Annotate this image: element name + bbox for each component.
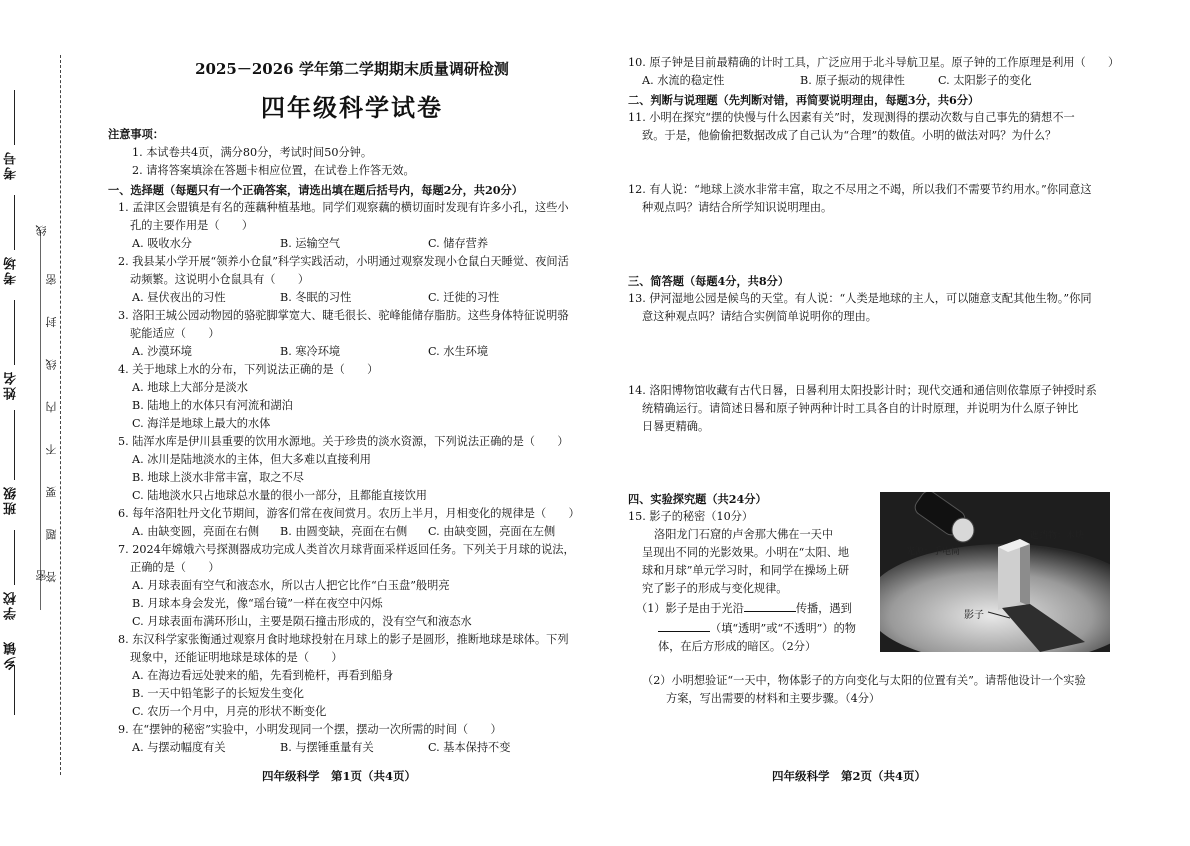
question-text: 9. 在“摆钟的秘密”实验中，小明发现同一个摆，摆动一次所需的时间（ ） [118,723,502,736]
option-b: B. 冬眠的习性 [280,291,352,304]
question-text: 14. 洛阳博物馆收藏有古代日晷，日晷利用太阳投影计时；现代交通和通信则依靠原子钟授时系 [628,384,1097,397]
question-text: 7. 2024年嫦娥六号探测器成功完成人类首次月球背面采样返回任务。下列关于月球的说法， [118,543,575,556]
name-fill-line [14,300,15,365]
option-c: C. 太阳影子的变化 [938,74,1032,87]
question-text: 孔的主要作用是（ ） [130,219,254,232]
question-15-title: 15. 影子的秘密（10分） [628,510,754,523]
figure-label-block: 遮挡物：木块 [1030,531,1085,541]
question-text: 意这种观点吗？请结合实例简单说明你的理由。 [642,310,877,323]
question-15-1 [636,600,852,618]
option-c: C. 迁徙的习性 [428,291,500,304]
option-c: C. 储存营养 [428,237,489,250]
option-c: C. 月球表面布满环形山，主要是陨石撞击形成的，没有空气和液态水 [132,615,472,628]
binding-label-town: 乡镇 [4,640,19,670]
section-4-title: 四、实验探究题（共24分） [628,492,767,506]
figure-label-shadow: 影子 [964,610,984,621]
question-text: 致。于是，他偷偷把数据改成了自己认为“合理”的数值。小明的做法对吗？为什么？ [642,129,1057,142]
school-fill-line [14,530,15,585]
question-text: 2. 我县某小学开展“领养小仓鼠”科学实践活动，小明通过观察发现小仓鼠白天睡觉、夜间活 [118,255,569,268]
question-text: 4. 关于地球上水的分布，下列说法正确的是（ ） [118,363,379,376]
question-text: 方案，写出需要的材料和主要步骤。（4分） [666,692,881,705]
option-a: A. 地球上大部分是淡水 [132,381,248,394]
option-b: B. 月球本身会发光，像“瑶台镜”一样在夜空中闪烁 [132,597,383,610]
binding-label-exam-no: 考号 [4,150,19,180]
exam-room-fill-line [14,195,15,250]
page-footer-1: 四年级科学 第1页（共4页） [262,769,417,783]
section-3-title: 三、简答题（每题4分，共8分） [628,274,790,288]
question-text: 正确的是（ ） [130,561,220,574]
binding-label-school: 学校 [4,590,19,620]
question-text: 8. 东汉科学家张衡通过观察月食时地球投射在月球上的影子是圆形，推断地球是球体。下列 [118,633,569,646]
notice-item: 2. 请将答案填涂在答题卡相应位置，在试卷上作答无效。 [132,164,415,177]
question-text: 球和月球”单元学习时，和同学在操场上研 [642,564,850,577]
question-text: 现象中，还能证明地球是球体的是（ ） [130,651,343,664]
question-text: 驼能适应（ ） [130,327,220,340]
option-c: C. 农历一个月中，月亮的形状不断变化 [132,705,327,718]
question-text: 种观点吗？请结合所学知识说明理由。 [642,201,833,214]
town-fill-line [14,665,15,715]
notice-title: 注意事项： [108,127,164,141]
wood-block-icon [998,539,1030,610]
option-a: A. 吸收水分 [132,237,192,250]
option-b: B. 原子振动的规律性 [800,74,905,87]
option-a: A. 与摆动幅度有关 [132,741,226,754]
question-text: 5. 陆浑水库是伊川县重要的饮用水源地。关于珍贵的淡水资源，下列说法正确的是（ ） [118,435,569,448]
exam-title: 2025－2026 学年第二学期期末质量调研检测 [195,60,509,78]
binding-label-name: 姓名 [4,370,19,400]
notice-item: 1. 本试卷共4页，满分80分，考试时间50分钟。 [132,146,373,159]
seal-char-1: 线 [35,225,48,236]
question-text: （填“透明”或“不透明”）的物 [710,622,856,635]
question-text: 统精确运行。请简述日晷和原子钟两种计时工具各自的计时原理，并说明为什么原子钟比 [642,402,1079,415]
section-2-title: 二、判断与说理题（先判断对错，再简要说明理由，每题3分，共6分） [628,93,980,107]
option-c: C. 陆地淡水只占地球总水量的很小一部分，且都能直接饮用 [132,489,427,502]
option-b: B. 陆地上的水体只有河流和湖泊 [132,399,293,412]
question-text: 1. 孟津区会盟镇是有名的莲藕种植基地。同学们观察藕的横切面时发现有许多小孔，这些小 [118,201,569,214]
question-15-1-cont [658,620,856,638]
question-text: 究了影子的形成与变化规律。 [642,582,788,595]
binding-strip [0,0,70,846]
option-c: C. 海洋是地球上最大的水体 [132,417,271,430]
question-text: 洛阳龙门石窟的卢舍那大佛在一天中 [654,528,834,541]
shadow-experiment-photo [880,492,1110,652]
option-b: B. 由圆变缺，亮面在右侧 [280,525,408,538]
answer-blank[interactable] [658,621,710,632]
section-1-title: 一、选择题（每题只有一个正确答案，请选出填在题后括号内，每题2分，共20分） [108,183,523,197]
question-text: 13. 伊河湿地公园是候鸟的天堂。有人说：“人类是地球的主人，可以随意支配其他生物。”你同 [628,292,1092,305]
seal-char-2: 密 [35,570,48,581]
seal-solid-line [40,230,41,610]
question-text: 6. 每年洛阳牡丹文化节期间，游客们常在夜间赏月。农历上半月，月相变化的规律是（ ） [118,507,580,520]
seal-note: 答 题 要 不 内 线 封 密 [45,260,58,583]
paper-title: 四年级科学试卷 [261,93,443,122]
question-text: 11. 小明在探究“摆的快慢与什么因素有关”时，发现测得的摆动次数与自己事先的猜想不一 [628,111,1075,124]
question-text: 3. 洛阳王城公园动物园的骆驼脚掌宽大、睫毛很长、驼峰能储存脂肪。这些身体特征说明骆 [118,309,569,322]
answer-blank[interactable] [744,601,796,612]
figure-label-light: 光源：手电筒 [906,547,961,557]
question-text: 传播，遇到 [795,602,852,615]
question-text: （2）小明想验证“一天中，物体影子的方向变化与太阳的位置有关”。请帮他设计一个实验 [642,674,1086,687]
class-fill-line [14,410,15,480]
option-a: A. 月球表面有空气和液态水，所以古人把它比作“白玉盘”般明亮 [132,579,450,592]
option-b: B. 寒冷环境 [280,345,341,358]
option-b: B. 运输空气 [280,237,341,250]
option-a: A. 沙漠环境 [132,345,192,358]
option-b: B. 一天中铅笔影子的长短发生变化 [132,687,304,700]
question-text: （1）影子是由于光沿 [636,602,744,615]
option-b: B. 地球上淡水非常丰富，取之不尽 [132,471,304,484]
binding-label-exam-room: 考场 [4,255,19,285]
option-c: C. 水生环境 [428,345,489,358]
option-b: B. 与摆锤重量有关 [280,741,374,754]
question-text: 日晷更精确。 [642,420,710,433]
option-a: A. 由缺变圆，亮面在右侧 [132,525,260,538]
option-a: A. 在海边看远处驶来的船，先看到桅杆，再看到船身 [132,669,394,682]
option-a: A. 昼伏夜出的习性 [132,291,226,304]
seal-dashed-line [60,55,61,775]
question-text: 10. 原子钟是目前最精确的计时工具，广泛应用于北斗导航卫星。原子钟的工作原理是利用（ ） [628,56,1120,69]
shadow-experiment-illustration [880,492,1110,652]
question-text: 12. 有人说：“地球上淡水非常丰富，取之不尽用之不竭，所以我们不需要节约用水。”你同意这 [628,183,1092,196]
question-text: 体，在后方形成的暗区。（2分） [658,640,817,653]
option-a: A. 冰川是陆地淡水的主体，但大多难以直接利用 [132,453,371,466]
option-a: A. 水流的稳定性 [642,74,725,87]
option-c: C. 由缺变圆，亮面在左侧 [428,525,556,538]
binding-label-class: 班级 [4,485,19,515]
exam-no-fill-line [14,90,15,145]
option-c: C. 基本保持不变 [428,741,511,754]
question-text: 呈现出不同的光影效果。小明在“太阳、地 [642,546,850,559]
page-footer-2: 四年级科学 第2页（共4页） [772,769,927,783]
question-text: 动频繁。这说明小仓鼠具有（ ） [130,273,310,286]
